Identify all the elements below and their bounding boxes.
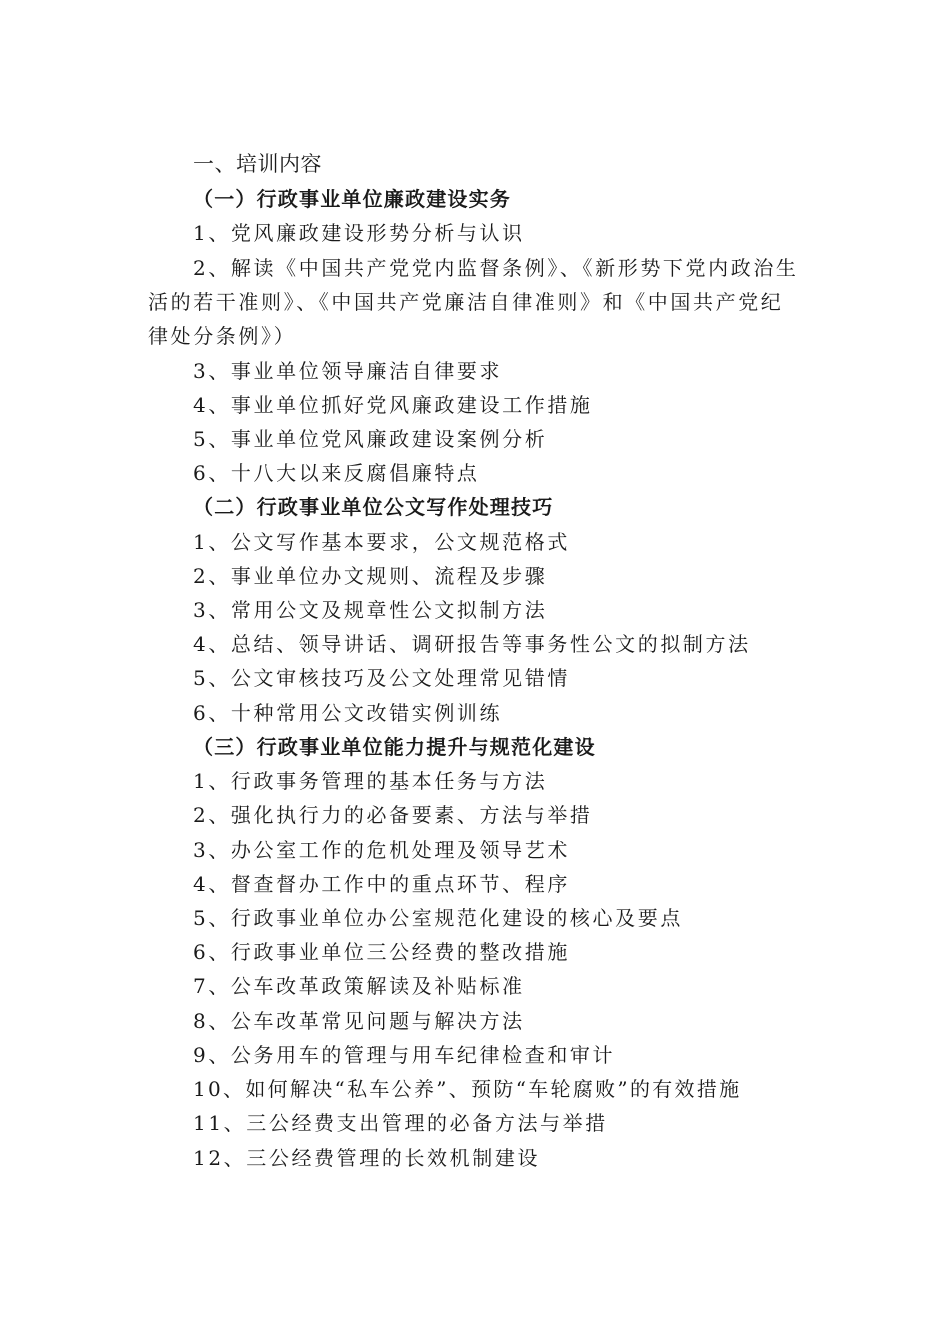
- section2-item-5: 5、公文审核技巧及公文处理常见错情: [193, 666, 570, 690]
- section2-item-1: 1、公文写作基本要求，公文规范格式: [193, 530, 570, 554]
- section2-item-4: 4、总结、领导讲话、调研报告等事务性公文的拟制方法: [193, 632, 751, 656]
- section1-item-5: 5、事业单位党风廉政建设案例分析: [193, 427, 548, 451]
- section3-item-8: 8、公车改革常见问题与解决方法: [193, 1009, 525, 1033]
- section3-title: （三）行政事业单位能力提升与规范化建设: [193, 735, 596, 759]
- section1-item-1: 1、党风廉政建设形势分析与认识: [193, 221, 525, 245]
- section1-item-2-line-2: 活的若干准则》、《中国共产党廉洁自律准则》和《中国共产党纪: [148, 290, 784, 314]
- section3-item-11: 11、三公经费支出管理的必备方法与举措: [193, 1111, 608, 1135]
- section1-item-6: 6、十八大以来反腐倡廉特点: [193, 461, 480, 485]
- section2-item-6: 6、十种常用公文改错实例训练: [193, 701, 503, 725]
- section3-item-2: 2、强化执行力的必备要素、方法与举措: [193, 803, 593, 827]
- section3-item-5: 5、行政事业单位办公室规范化建设的核心及要点: [193, 906, 683, 930]
- page-heading: 一、培训内容: [193, 152, 322, 176]
- section1-item-3: 3、事业单位领导廉洁自律要求: [193, 359, 503, 383]
- section3-item-4: 4、督查督办工作中的重点环节、程序: [193, 872, 570, 896]
- section1-item-2-line-3: 律处分条例》）: [148, 324, 297, 348]
- section2-item-2: 2、事业单位办文规则、流程及步骤: [193, 564, 548, 588]
- section1-item-2-line-1: 2、解读《中国共产党党内监督条例》、《新形势下党内政治生: [193, 256, 799, 280]
- section2-title: （二）行政事业单位公文写作处理技巧: [193, 495, 554, 519]
- section3-item-12: 12、三公经费管理的长效机制建设: [193, 1146, 541, 1170]
- section1-item-4: 4、事业单位抓好党风廉政建设工作措施: [193, 393, 593, 417]
- section3-item-3: 3、办公室工作的危机处理及领导艺术: [193, 838, 570, 862]
- section3-item-10: 10、如何解决“私车公养”、预防“车轮腐败”的有效措施: [193, 1077, 742, 1101]
- section1-title: （一）行政事业单位廉政建设实务: [193, 187, 511, 211]
- section3-item-1: 1、行政事务管理的基本任务与方法: [193, 769, 548, 793]
- section3-item-7: 7、公车改革政策解读及补贴标准: [193, 974, 525, 998]
- section3-item-9: 9、公务用车的管理与用车纪律检查和审计: [193, 1043, 616, 1067]
- section3-item-6: 6、行政事业单位三公经费的整改措施: [193, 940, 570, 964]
- section2-item-3: 3、常用公文及规章性公文拟制方法: [193, 598, 548, 622]
